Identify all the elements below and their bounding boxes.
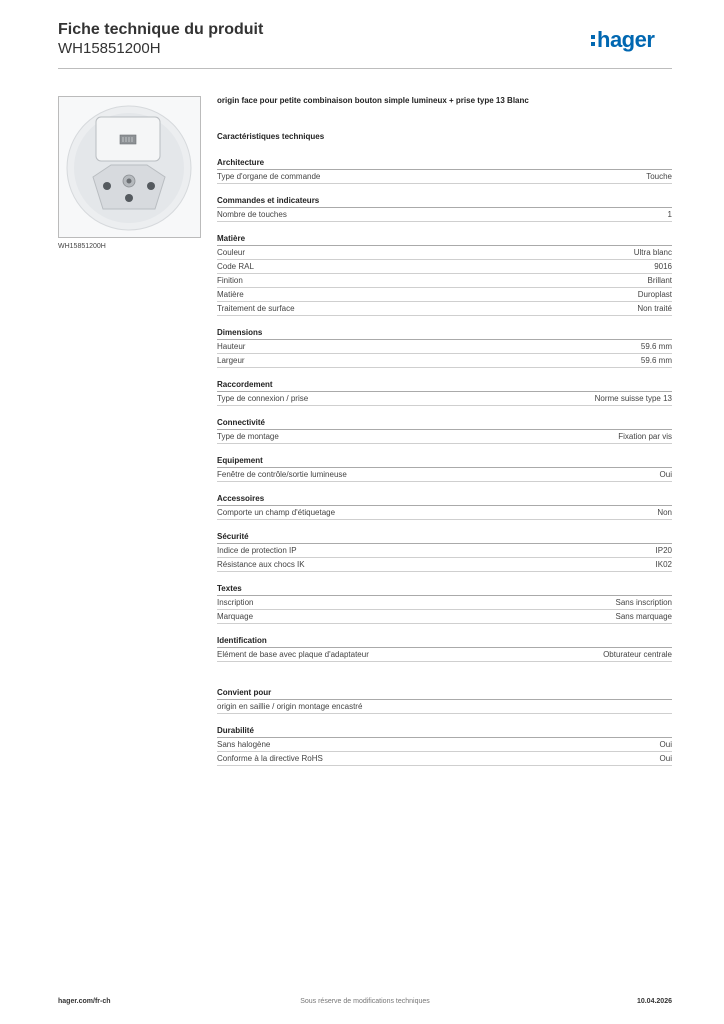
spec-value: Sans inscription [615, 598, 672, 607]
spec-row [217, 544, 672, 558]
section-heading: Accessoires [217, 494, 672, 506]
spec-row [217, 610, 672, 624]
spec-section [217, 158, 672, 184]
spec-section [217, 196, 672, 222]
spec-row [217, 700, 672, 714]
spec-label: Sans halogène [217, 740, 271, 749]
spec-row [217, 274, 672, 288]
spec-label: Largeur [217, 356, 245, 365]
spec-label: Comporte un champ d'étiquetage [217, 508, 336, 517]
spec-label: Traitement de surface [217, 304, 295, 313]
footer-date: 10.04.2026 [636, 998, 672, 1005]
section-heading: Commandes et indicateurs [217, 196, 672, 208]
spec-section [217, 380, 672, 406]
section-heading: Sécurité [217, 532, 672, 544]
spec-label: Couleur [217, 248, 246, 257]
spec-value: Oui [659, 754, 672, 763]
section-heading: Architecture [217, 158, 672, 170]
spec-row [217, 354, 672, 368]
spec-label: Type de montage [217, 432, 279, 441]
spec-section [217, 726, 672, 766]
spec-section [217, 456, 672, 482]
section-heading: Matière [217, 234, 672, 246]
spec-label: Code RAL [217, 262, 254, 271]
spec-label: Matière [217, 290, 244, 299]
spec-row [217, 246, 672, 260]
section-heading: Identification [217, 636, 672, 648]
header-divider [58, 68, 672, 69]
spec-value: Fixation par vis [618, 432, 672, 441]
spec-label: Elément de base avec plaque d'adaptateur [217, 650, 369, 659]
section-heading: Durabilité [217, 726, 672, 738]
spec-value: Oui [659, 740, 672, 749]
spec-label: Fenêtre de contrôle/sortie lumineuse [217, 470, 347, 479]
spec-value: 9016 [654, 262, 672, 271]
spec-label: Hauteur [217, 342, 246, 351]
spec-row [217, 558, 672, 572]
spec-row [217, 288, 672, 302]
section-heading: Raccordement [217, 380, 672, 392]
spec-section [217, 418, 672, 444]
section-heading: Textes [217, 584, 672, 596]
socket-switch-illustration [59, 97, 200, 237]
spec-section [217, 584, 672, 624]
product-description: origin face pour petite combinaison bouton simple lumineux + prise type 13 Blanc [217, 96, 529, 105]
spec-value: Ultra blanc [633, 248, 672, 257]
spec-value: IK02 [655, 560, 672, 569]
product-image [58, 96, 201, 238]
spec-label: Finition [217, 276, 243, 285]
spec-row [217, 392, 672, 406]
spec-value: Oui [659, 470, 672, 479]
spec-value: IP20 [655, 546, 672, 555]
spec-label: origin en saillie / origin montage encastré [217, 702, 363, 711]
spec-value: Duroplast [637, 290, 672, 299]
spec-row [217, 468, 672, 482]
spec-row [217, 208, 672, 222]
product-reference: WH15851200H [58, 40, 161, 57]
spec-value: Sans marquage [615, 612, 672, 621]
spec-label: Type d'organe de commande [217, 172, 321, 181]
spec-label: Inscription [217, 598, 254, 607]
spec-row [217, 596, 672, 610]
spec-value: 1 [667, 210, 672, 219]
spec-value: 59.6 mm [640, 356, 672, 365]
spec-row [217, 302, 672, 316]
hager-logo [590, 26, 672, 56]
svg-text:hager: hager [597, 27, 655, 52]
spec-value: Obturateur centrale [603, 650, 672, 659]
spec-section [217, 328, 672, 368]
spec-row [217, 260, 672, 274]
section-heading: Connectivité [217, 418, 672, 430]
spec-row [217, 506, 672, 520]
spec-label: Résistance aux chocs IK [217, 560, 305, 569]
spec-value: Touche [646, 172, 672, 181]
spec-label: Marquage [217, 612, 254, 621]
spec-section [217, 636, 672, 662]
spec-row [217, 752, 672, 766]
spec-value: Non traité [637, 304, 672, 313]
technical-characteristics-title: Caractéristiques techniques [217, 132, 325, 141]
spec-label: Conforme à la directive RoHS [217, 754, 323, 763]
spec-section [217, 494, 672, 520]
spec-value: Norme suisse type 13 [594, 394, 672, 403]
page-header [58, 20, 672, 68]
spec-section [217, 688, 672, 714]
footer-disclaimer: Sous réserve de modifications techniques [300, 998, 430, 1005]
spec-column [217, 96, 672, 778]
section-heading: Equipement [217, 456, 672, 468]
page-title: Fiche technique du produit [58, 21, 264, 38]
spec-row [217, 340, 672, 354]
spec-row [217, 648, 672, 662]
spec-value: Brillant [647, 276, 672, 285]
section-gap [217, 674, 672, 688]
spec-value: 59.6 mm [640, 342, 672, 351]
image-caption: WH15851200H [58, 243, 106, 250]
spec-row [217, 170, 672, 184]
spec-label: Nombre de touches [217, 210, 287, 219]
spec-section [217, 532, 672, 572]
section-heading: Convient pour [217, 688, 672, 700]
spec-section [217, 234, 672, 316]
spec-row [217, 430, 672, 444]
footer-website-link[interactable]: hager.com/fr-ch [58, 998, 111, 1005]
spec-value: Non [657, 508, 672, 517]
spec-label: Type de connexion / prise [217, 394, 309, 403]
section-heading: Dimensions [217, 328, 672, 340]
spec-row [217, 738, 672, 752]
spec-label: Indice de protection IP [217, 546, 297, 555]
